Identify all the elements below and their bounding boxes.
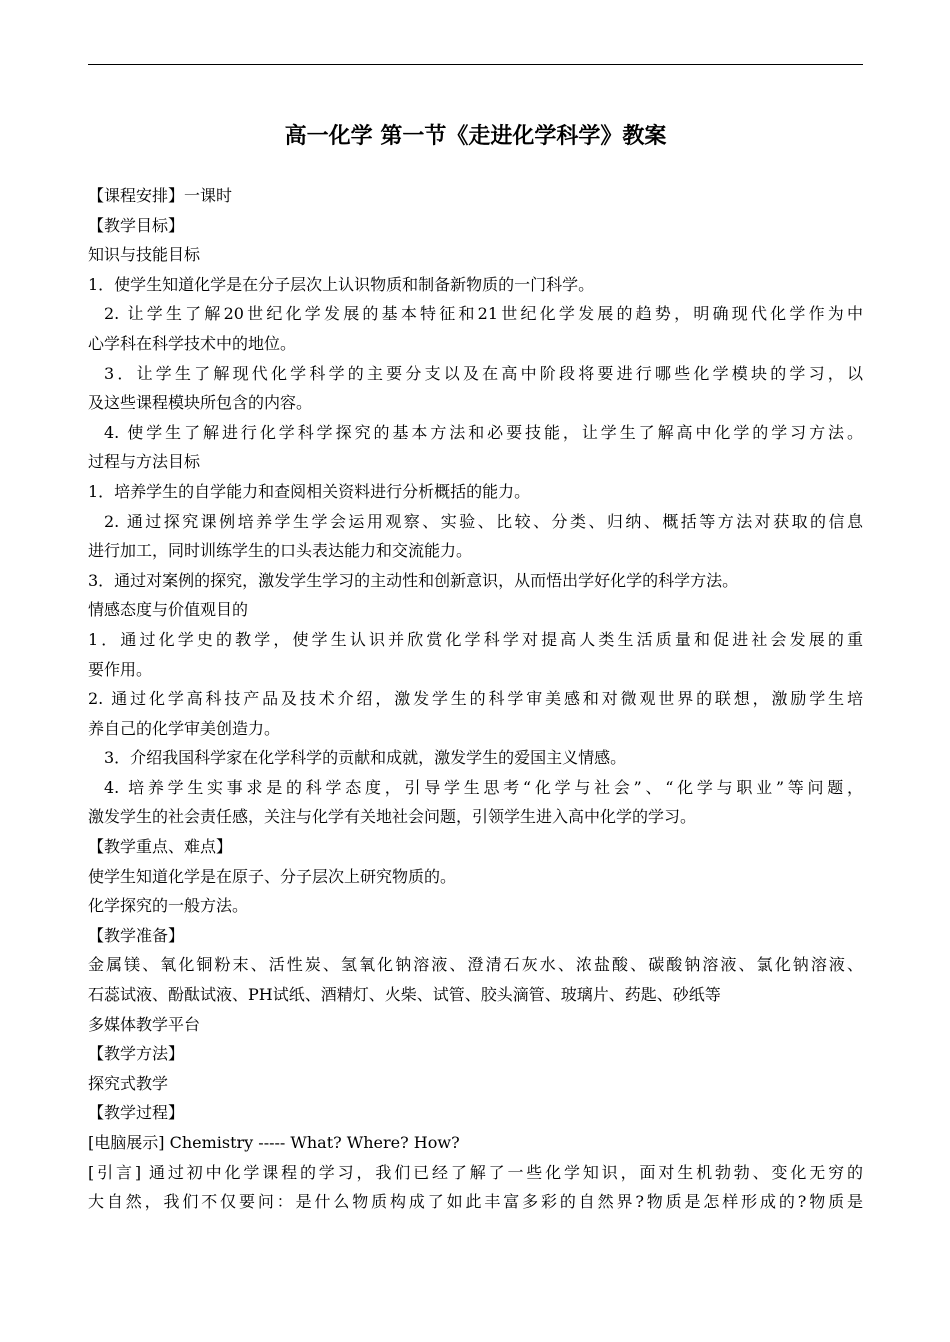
paragraph-line: 心学科在科学技术中的地位。 (88, 333, 297, 353)
paragraph-line: 2. 让学生了解20世纪化学发展的基本特征和21世纪化学发展的趋势，明确现代化学作为中 (104, 304, 863, 324)
paragraph-line: [引言] 通过初中化学课程的学习，我们已经了解了一些化学知识，面对生机勃勃、变化无穷的 (88, 1162, 863, 1182)
paragraph-line: 进行加工，同时训练学生的口头表达能力和交流能力。 (88, 541, 473, 561)
subheading-knowledge-skills: 知识与技能目标 (88, 245, 201, 265)
paragraph-line: 1．通过化学史的教学，使学生认识并欣赏化学科学对提高人类生活质量和促进社会发展的重 (88, 629, 863, 649)
section-heading-schedule: 【课程安排】一课时 (88, 186, 233, 205)
paragraph-line: 金属镁、氧化铜粉末、活性炭、氢氧化钠溶液、澄清石灰水、浓盐酸、碳酸钠溶液、氯化钠溶液、 (88, 955, 863, 975)
paragraph-line: 4. 培养学生实事求是的科学态度，引导学生思考“化学与社会”、“化学与职业”等问题， (104, 777, 863, 797)
paragraph-line: 1．使学生知道化学是在分子层次上认识物质和制备新物质的一门科学。 (88, 274, 595, 294)
paragraph-line: 及这些课程模块所包含的内容。 (88, 393, 313, 413)
section-heading-process: 【教学过程】 (88, 1103, 185, 1123)
paragraph-line: 3．让学生了解现代化学科学的主要分支以及在高中阶段将要进行哪些化学模块的学习，以 (104, 363, 863, 383)
paragraph-line: 3．通过对案例的探究，激发学生学习的主动性和创新意识，从而悟出学好化学的科学方法。 (88, 570, 739, 590)
header-rule (88, 64, 863, 65)
paragraph-line: 化学探究的一般方法。 (88, 896, 249, 916)
document-body (88, 181, 863, 1217)
paragraph-line: 养自己的化学审美创造力。 (88, 718, 281, 738)
paragraph-line: 2. 通过探究课例培养学生学会运用观察、实验、比较、分类、归纳、概括等方法对获取的信息 (104, 511, 863, 531)
paragraph-line: 4. 使学生了解进行化学科学探究的基本方法和必要技能，让学生了解高中化学的学习方法。 (104, 422, 863, 442)
paragraph-line: 1．培养学生的自学能力和查阅相关资料进行分析概括的能力。 (88, 481, 531, 501)
paragraph-line: 激发学生的社会责任感，关注与化学有关地社会问题，引领学生进入高中化学的学习。 (88, 807, 697, 827)
paragraph-line: 多媒体教学平台 (88, 1014, 201, 1034)
subheading-process-methods: 过程与方法目标 (88, 452, 201, 472)
paragraph-line: 2. 通过化学高科技产品及技术介绍，激发学生的科学审美感和对微观世界的联想，激励学生培 (88, 689, 863, 709)
paragraph-line: 3．介绍我国科学家在化学科学的贡献和成就，激发学生的爱国主义情感。 (104, 748, 627, 768)
paragraph-line: 石蕊试液、酚酞试液、PH试纸、酒精灯、火柴、试管、胶头滴管、玻璃片、药匙、砂纸等 (88, 985, 721, 1005)
paragraph-line: 大自然，我们不仅要问：是什么物质构成了如此丰富多彩的自然界?物质是怎样形成的?物质是 (88, 1192, 863, 1212)
section-heading-key-points: 【教学重点、难点】 (88, 837, 233, 857)
section-heading-objectives: 【教学目标】 (88, 215, 185, 235)
paragraph-line: 使学生知道化学是在原子、分子层次上研究物质的。 (88, 866, 457, 886)
section-heading-method: 【教学方法】 (88, 1044, 185, 1064)
subheading-attitude-values: 情感态度与价值观目的 (88, 600, 249, 620)
document-title: 高一化学 第一节《走进化学科学》教案 (284, 123, 667, 149)
paragraph-line: 要作用。 (88, 659, 153, 679)
paragraph-line: 探究式教学 (88, 1073, 169, 1093)
paragraph-line: [电脑展示] Chemistry ----- What? Where? How? (88, 1133, 460, 1152)
section-heading-preparation: 【教学准备】 (88, 925, 185, 945)
